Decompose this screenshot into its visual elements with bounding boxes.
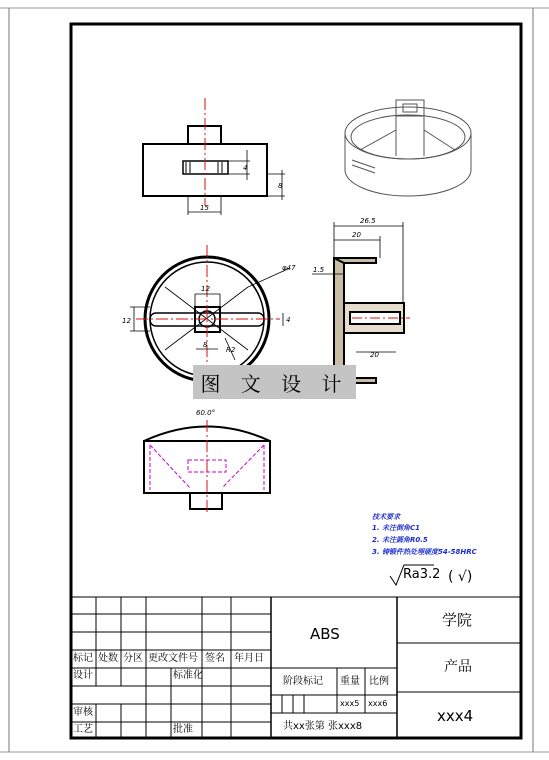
label-change-doc: 更改文件号: [148, 653, 198, 664]
dim-4: 4: [286, 316, 291, 324]
dim-side-20-bottom: 20: [370, 351, 379, 359]
dim-angle: 60.0°: [196, 409, 216, 417]
label-count: 处数: [98, 653, 118, 664]
weight-value: xxx5: [340, 699, 360, 708]
product: 产品: [444, 659, 472, 675]
dim-radius: R2: [226, 346, 236, 354]
dim-8: 8: [203, 341, 208, 349]
isometric-view: [345, 100, 471, 196]
dim-12-left: 12: [122, 317, 131, 325]
label-zone: 分区: [123, 653, 143, 664]
tech-requirement-2: 2. 未注圆角R0.5: [372, 536, 428, 544]
tech-requirement-1: 1. 未注倒角C1: [372, 524, 420, 532]
scale-value: xxx6: [368, 699, 388, 708]
dim-top-height-a: 4: [243, 164, 248, 172]
dim-top-height-b: 8: [278, 182, 283, 190]
label-approve: 批准: [173, 724, 193, 735]
label-date: 年月日: [234, 653, 264, 664]
dim-side-1-5: 1.5: [313, 266, 325, 274]
drawing-number: xxx4: [437, 707, 474, 725]
dim-side-26-5: 26.5: [360, 217, 376, 225]
label-stage-mark: 阶段标记: [283, 676, 323, 687]
dim-dia-outer: φ47: [282, 264, 296, 272]
label-sign: 签名: [205, 653, 225, 664]
school: 学院: [442, 611, 473, 629]
material: ABS: [310, 625, 340, 643]
watermark-banner: [193, 365, 356, 399]
roughness-suffix: ( √): [448, 569, 473, 585]
label-mark: 标记: [73, 653, 93, 664]
label-review: 审核: [73, 707, 93, 718]
label-standardize: 标准化: [173, 670, 203, 681]
dim-12-top: 12: [201, 285, 210, 293]
roughness-value: Ra3.2: [403, 567, 441, 582]
watermark-text: 图 文 设 计: [200, 371, 349, 396]
dim-top-width: 15: [200, 204, 209, 212]
label-weight: 重量: [340, 676, 360, 687]
label-design: 设计: [73, 670, 93, 681]
sheets-text: 共xx张第 张xxx8: [283, 721, 363, 732]
dim-side-20-top: 20: [352, 231, 361, 239]
label-process: 工艺: [73, 724, 93, 735]
label-scale: 比例: [369, 676, 389, 687]
tech-requirement-3: 3. 铸锻件热处理硬度54-58HRC: [372, 548, 477, 556]
tech-requirements-title: 技术要求: [372, 513, 400, 521]
